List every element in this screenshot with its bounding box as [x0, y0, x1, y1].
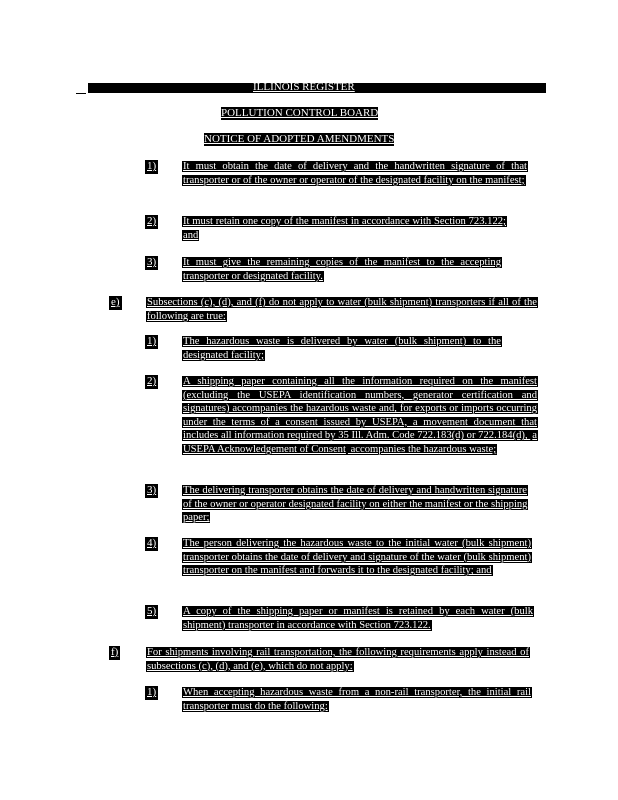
- item-label: 1): [147, 335, 157, 347]
- item-label: 4): [147, 537, 157, 549]
- item-label: 1): [147, 160, 157, 172]
- register-title: ILLINOIS REGISTER: [253, 81, 355, 93]
- list-item: The delivering transporter obtains the date of delivery and handwritten signature of the owner or operator designated facility on either the manifest or the shipping paper;: [183, 485, 528, 524]
- list-item: The person delivering the hazardous waste to the initial water (bulk shipment) transporter obtains the date of delivery and signature of the water (bulk shipment) transporter on the manifest and forwards it to the designated facility; and: [183, 538, 531, 577]
- list-item: When accepting hazardous waste from a non-rail transporter, the initial rail transporter must do the following:: [183, 687, 531, 712]
- list-item: A shipping paper containing all the information required on the manifest (excluding the USEPA identification numbers, generator certification and signatures) accompanies the hazardous waste and, for exports or imports occurring under the terms of a consent issued by USEPA, a movement document that includes all information required by 35 Ill. Adm. Code 722.183(d) or 722.184(d), a USEPA Acknowledgement of Consent accompanies the hazardous waste;: [183, 376, 537, 455]
- header-rule-mark: [76, 93, 86, 94]
- list-item: It must retain one copy of the manifest in accordance with Section 723.122; and: [183, 216, 506, 241]
- item-label: 3): [147, 484, 157, 496]
- item-label: 2): [147, 215, 157, 227]
- item-label: 2): [147, 375, 157, 387]
- item-label: 5): [147, 605, 157, 617]
- item-label: e): [111, 296, 120, 308]
- list-item: The hazardous waste is delivered by water (bulk shipment) to the designated facility;: [183, 336, 501, 361]
- list-item: Subsections (c), (d), and (f) do not apply to water (bulk shipment) transporters if all of the following are true:: [147, 297, 537, 322]
- list-item: It must give the remaining copies of the manifest to the accepting transporter or designated facility.: [183, 257, 501, 282]
- struck-text: a USEPA Acknowledgement of Consent: [183, 430, 537, 455]
- item-label: 3): [147, 256, 157, 268]
- notice-title: NOTICE OF ADOPTED AMENDMENTS: [204, 133, 395, 145]
- board-title: POLLUTION CONTROL BOARD: [221, 107, 379, 119]
- list-item: It must obtain the date of delivery and the handwritten signature of that transporter or of the owner or operator of the designated facility on the manifest;: [183, 161, 527, 186]
- item-label: 1): [147, 686, 157, 698]
- list-item: A copy of the shipping paper or manifest is retained by each water (bulk shipment) transporter in accordance with Section 723.122.: [183, 606, 533, 631]
- list-item: For shipments involving rail transportation, the following requirements apply instead of subsections (c), (d), and (e), which do not apply:: [147, 647, 529, 672]
- item-label: f): [111, 646, 119, 658]
